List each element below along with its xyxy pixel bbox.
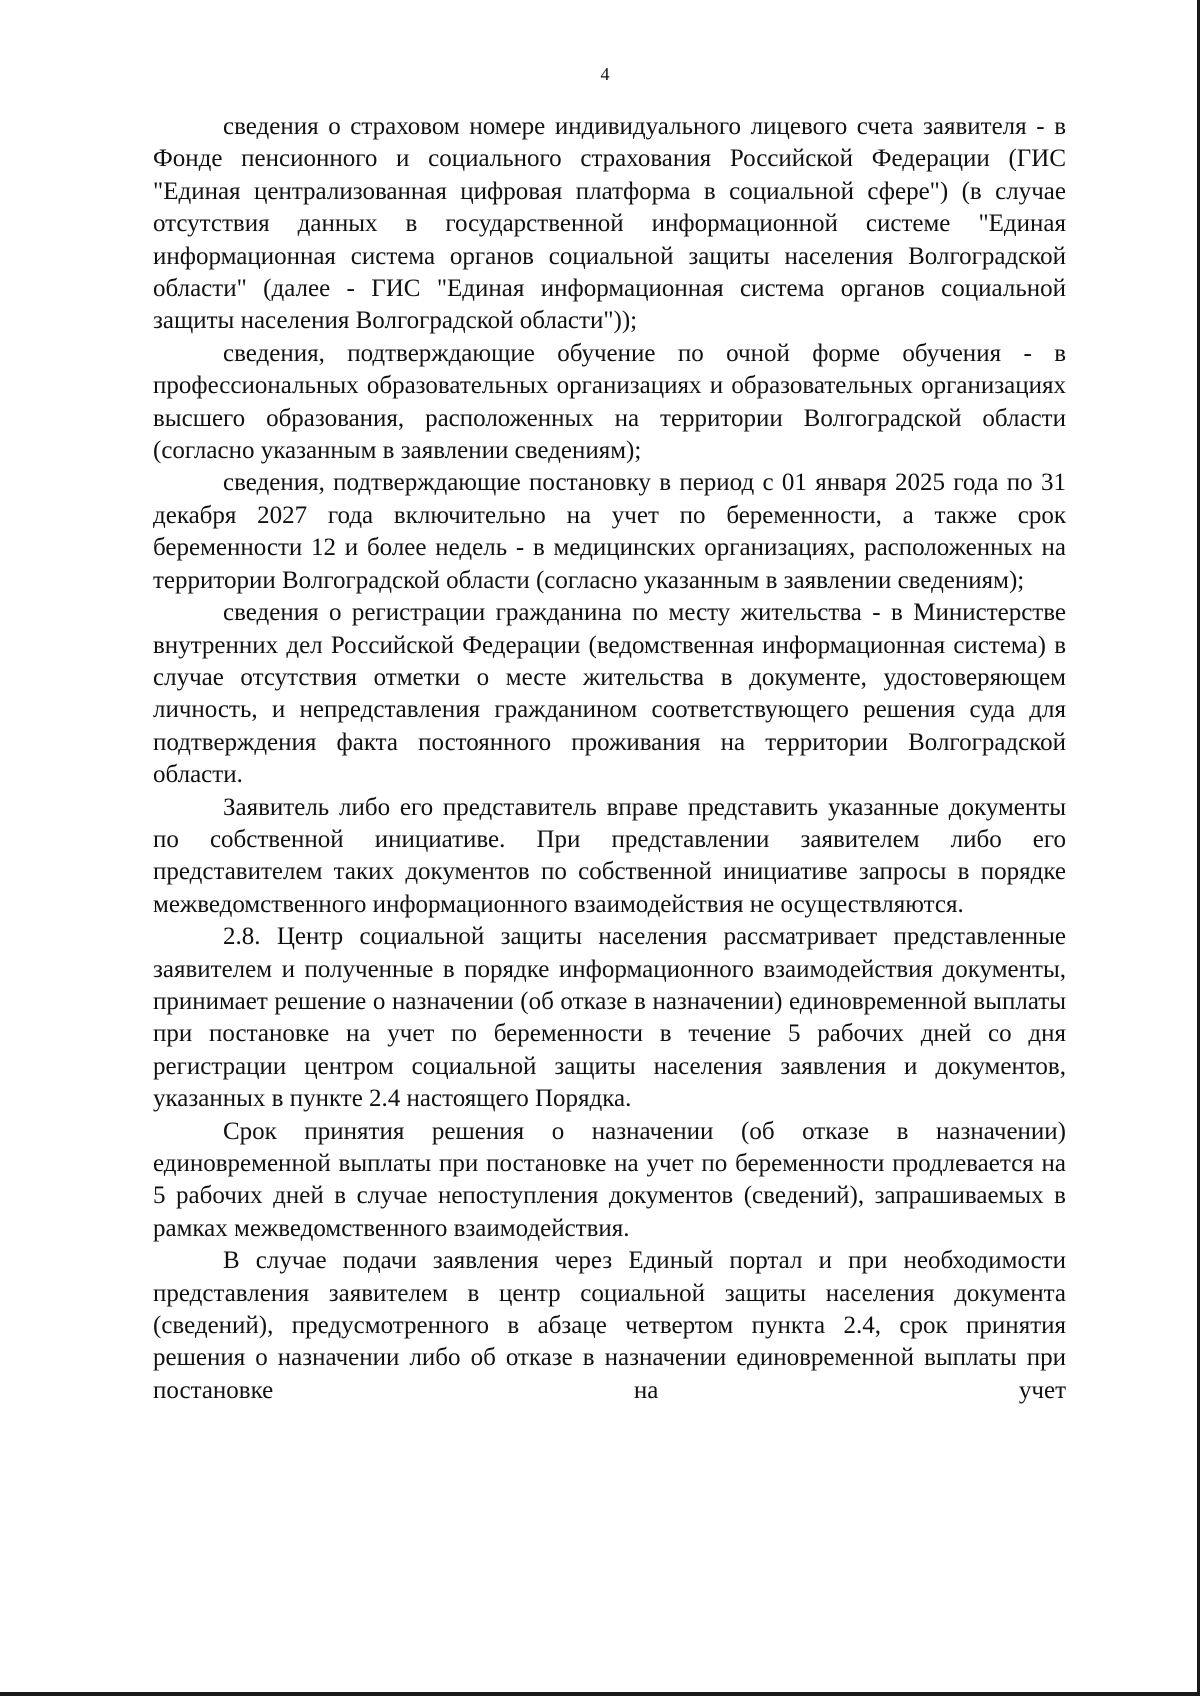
paragraph-own-initiative: Заявитель либо его представитель вправе представить указанные документы по собственной инициативе. При представлении заявителем либо его представителем таких документов по собственной инициативе запросы в порядке межведомственного информационного взаимодействия не осуществляются. [153, 793, 1066, 918]
paragraph-pregnancy-registration: сведения, подтверждающие постановку в период с 01 января 2025 года по 31 декабря 2027 года включительно на учет по беременности, а также срок беременности 12 и более недель - в медицинских организациях, расположенных на территории Волгоградской области (согласно указанным в заявлении сведениям); [153, 469, 1066, 594]
paragraph-clause-2-8: 2.8. Центр социальной защиты населения рассматривает представленные заявителем и полученные в порядке информационного взаимодействия документы, принимает решение о назначении (об отказе в назначении) единовременной выплаты при постановке на учет по беременности в течение 5 рабочих дней со дня регистрации центром социальной защиты населения заявления и документов, указанных в пункте 2.4 настоящего Порядка. [153, 923, 1066, 1113]
document-body [153, 111, 1066, 1407]
scan-border-bottom [0, 1692, 1200, 1696]
paragraph-unified-portal: В случае подачи заявления через Единый портал и при необходимости представления заявителем в центр социальной защиты населения документа (сведений), предусмотренного в абзаце четвертом пункта 2.4, срок принятия решения о назначении либо об отказе в назначении единовременной выплаты при постановке на учет [153, 1247, 1066, 1404]
page-number: 4 [600, 64, 610, 84]
paragraph-full-time-study: сведения, подтверждающие обучение по очной форме обучения - в профессиональных образовательных организациях и образовательных организациях высшего образования, расположенных на территории Волгоградской области (согласно указанным в заявлении сведениям); [153, 339, 1066, 465]
paragraph-residence-registration: сведения о регистрации гражданина по месту жительства - в Министерстве внутренних дел Российской Федерации (ведомственная информационная система) в случае отсутствия отметки о месте жительства в документе, удостоверяющем личность, и непредставления гражданином соответствующего решения суда для подтверждения факта постоянного проживания на территории Волгоградской области. [153, 599, 1066, 789]
paragraph-insurance-number: сведения о страховом номере индивидуального лицевого счета заявителя - в Фонде пенсионного и социального страхования Российской Федерации (ГИС "Единая централизованная цифровая платформа в социальной сфере") (в случае отсутствия данных в государственной информационной системе "Единая информационная система органов социальной защиты населения Волгоградской области" (далее - ГИС "Единая информационная система органов социальной защиты населения Волгоградской области")); [153, 113, 1066, 335]
paragraph-decision-extension: Срок принятия решения о назначении (об отказе в назначении) единовременной выплаты при постановке на учет по беременности продлевается на 5 рабочих дней в случае непоступления документов (сведений), запрашиваемых в рамках межведомственного взаимодействия. [153, 1117, 1066, 1242]
